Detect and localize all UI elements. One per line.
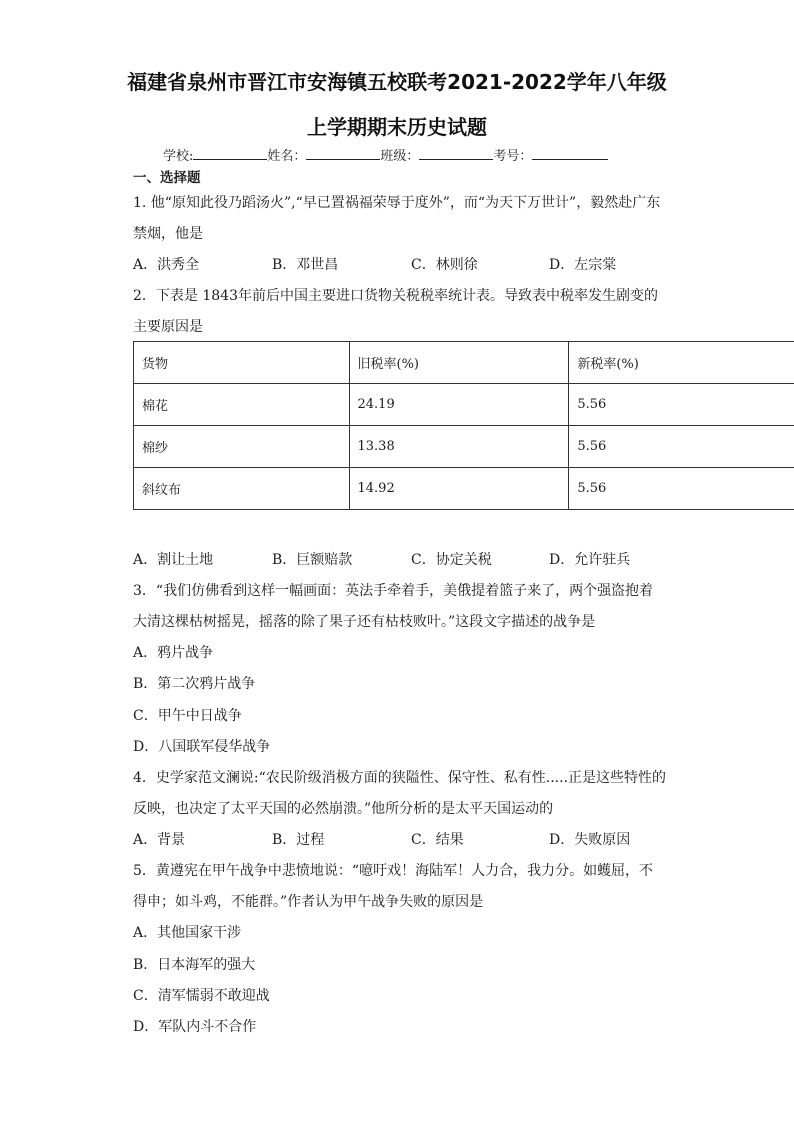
number-label: 考号： [493,149,533,164]
q5-option-b[interactable]: B．日本海军的强大 [133,957,256,973]
q4-text-line2: 反映，也决定了太平天国的必然崩溃。”他所分析的是太平天国运动的 [133,801,554,817]
q2-text-line1: 2．下表是 1843年前后中国主要进口货物关税税率统计表。导致表中税率发生剧变的 [133,288,658,304]
table-cell: 13.38 [349,426,569,468]
section-heading: 一、选择题 [133,170,201,186]
table-cell: 斜纹布 [134,468,350,510]
q2-option-b[interactable]: B．巨额赔款 [272,552,353,568]
table-row [134,426,794,468]
q4-option-a[interactable]: A．背景 [133,832,186,848]
q3-option-a[interactable]: A．鸦片战争 [133,645,214,661]
table-cell: 24.19 [349,384,569,426]
exam-title-line2: 上学期期末历史试题 [307,115,487,139]
name-blank[interactable] [306,147,380,160]
q1-option-c[interactable]: C．林则徐 [411,257,478,273]
q4-option-d[interactable]: D．失败原因 [549,832,631,848]
q3-option-c[interactable]: C．甲午中日战争 [133,708,242,724]
q5-text-line1: 5．黄遵宪在甲午战争中悲愤地说：“噫吁戏！海陆军！人力合，我力分。如蠖屈，不 [133,863,654,879]
q4-option-c[interactable]: C．结果 [411,832,464,848]
table-header-cell: 新税率(%) [569,342,794,384]
q2-option-d[interactable]: D．允许驻兵 [549,552,631,568]
q3-text-line2: 大清这棵枯树摇晃，摇落的除了果子还有枯枝败叶。”这段文字描述的战争是 [133,614,596,630]
q3-option-d[interactable]: D．八国联军侵华战争 [133,739,271,755]
exam-title-line1: 福建省泉州市晋江市安海镇五校联考2021-2022学年八年级 [127,70,667,94]
q3-text-line1: 3．“我们仿佛看到这样一幅画面：英法手牵着手，美俄提着篮子来了，两个强盗抱着 [133,583,654,599]
q5-text-line2: 得申；如斗鸡，不能群。”作者认为甲午战争失败的原因是 [133,894,484,910]
q5-option-a[interactable]: A．其他国家干涉 [133,925,242,941]
table-header-row [134,342,794,384]
table-row [134,468,794,510]
table-cell: 棉纱 [134,426,350,468]
table-cell: 5.56 [569,384,794,426]
q1-text-line1: 1. 他“原知此役乃蹈汤火”,“早已置祸福荣辱于度外”，而“为天下万世计”，毅然赴广东 [133,195,661,211]
school-blank[interactable] [193,147,267,160]
school-label: 学校: [163,149,194,164]
name-label: 姓名： [267,149,307,164]
table-cell: 5.56 [569,426,794,468]
q1-option-d[interactable]: D．左宗棠 [549,257,617,273]
q4-option-b[interactable]: B．过程 [272,832,325,848]
class-label: 班级： [380,149,420,164]
q2-option-a[interactable]: A．割让土地 [133,552,214,568]
q2-option-c[interactable]: C．协定关税 [411,552,492,568]
table-cell: 14.92 [349,468,569,510]
tariff-table [133,341,794,510]
q3-option-b[interactable]: B．第二次鸦片战争 [133,676,256,692]
q5-option-d[interactable]: D．军队内斗不合作 [133,1019,257,1035]
table-cell: 5.56 [569,468,794,510]
table-row [134,384,794,426]
table-header-cell: 旧税率(%) [349,342,569,384]
q1-option-a[interactable]: A．洪秀全 [133,257,200,273]
q2-text-line2: 主要原因是 [133,319,203,335]
table-header-cell: 货物 [134,342,350,384]
class-blank[interactable] [419,147,493,160]
q1-option-b[interactable]: B．邓世昌 [272,257,339,273]
q1-text-line2: 禁烟，他是 [133,226,203,242]
student-info-row [163,145,608,164]
table-cell: 棉花 [134,384,350,426]
q5-option-c[interactable]: C．清军懦弱不敢迎战 [133,988,270,1004]
number-blank[interactable] [532,147,608,160]
q4-text-line1: 4．史学家范文澜说:“农民阶级消极方面的狭隘性、保守性、私有性.....正是这些特性的 [133,770,667,786]
